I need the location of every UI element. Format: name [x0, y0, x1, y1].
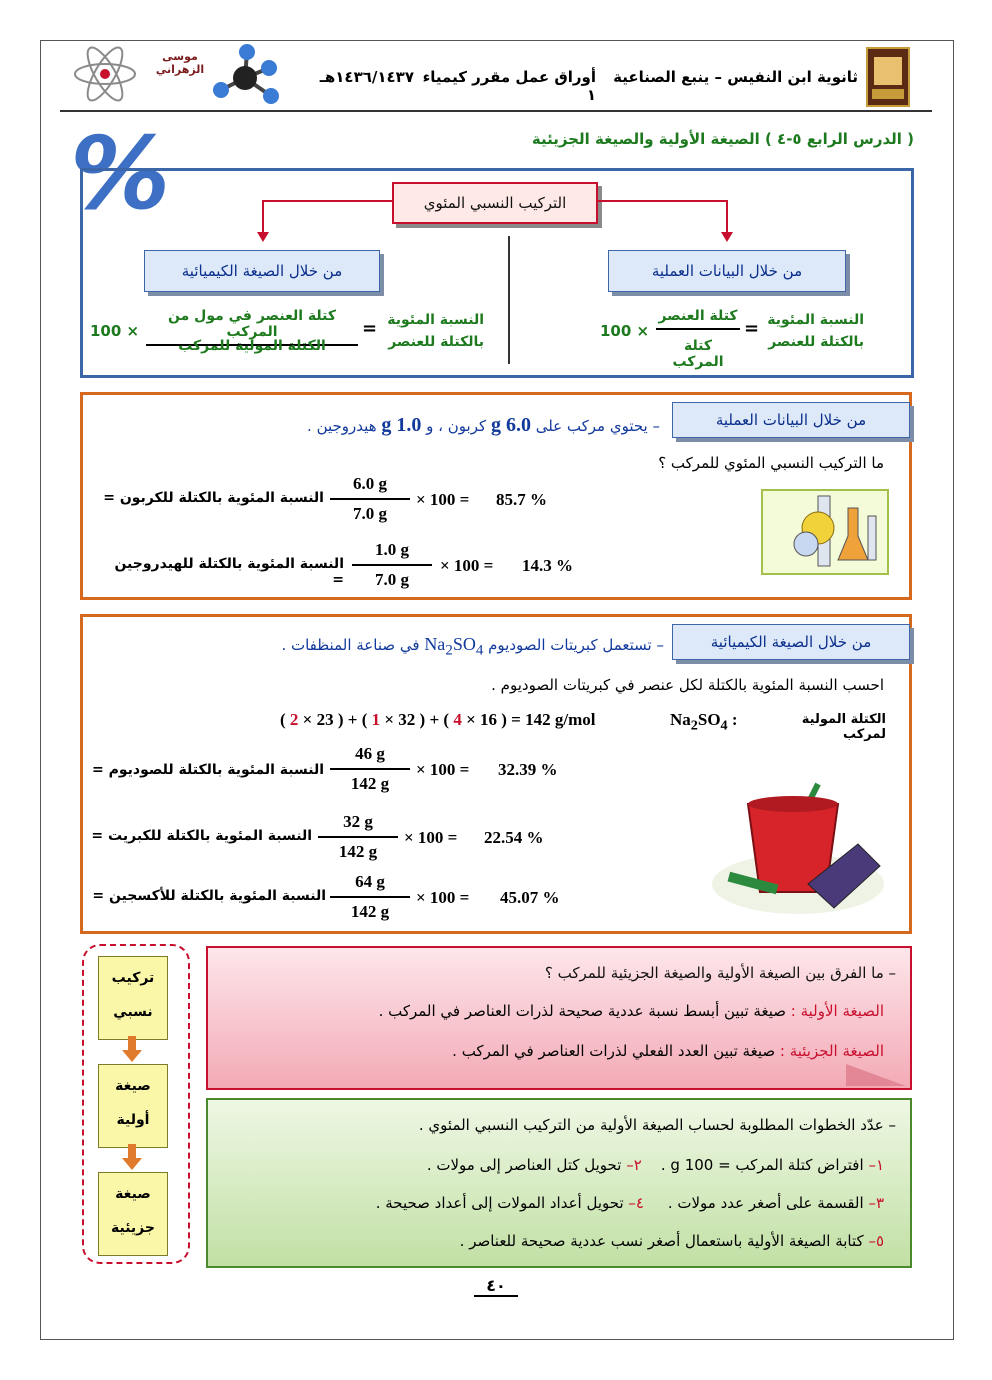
- example1-row2-result: 14.3 %: [522, 556, 573, 575]
- example1-text-3: هيدروجين .: [307, 417, 377, 435]
- connector-left-v: [262, 200, 264, 234]
- right-formula-times: 100 ×: [600, 322, 650, 340]
- example2-row2-label: النسبة المئوية بالكتلة للكبريت =: [91, 828, 312, 844]
- step1-num: ١–: [868, 1156, 884, 1174]
- example2-row1-times: × 100 =: [416, 760, 470, 779]
- left-formula-eq: =: [362, 318, 378, 339]
- example2-row3-label: النسبة المئوية بالكتلة للأكسجين =: [92, 888, 326, 904]
- flow-arrow1-head: [122, 1050, 142, 1062]
- difference-molecular: [320, 1042, 884, 1060]
- example1-row1-result: 85.7 %: [496, 490, 547, 509]
- connector-left-h: [262, 200, 392, 202]
- difference-question: – ما الفرق بين الصيغة الأولية والصيغة الجزيئية للمركب ؟: [544, 964, 896, 982]
- left-formula-num: كتلة العنصر في مول من المركب: [146, 308, 358, 346]
- flow-arrow2-head: [122, 1158, 142, 1170]
- example1-statement: [200, 414, 660, 437]
- example1-row2-label: النسبة المئوية بالكتلة للهيدروجين =: [114, 556, 344, 588]
- connector-right-arrow: [721, 232, 733, 242]
- connector-right-v: [726, 200, 728, 234]
- steps-row1: [220, 1156, 884, 1174]
- example2-text-2: في صناعة المنظفات .: [281, 636, 420, 654]
- example2-row3-times: × 100 =: [416, 888, 470, 907]
- example1-mass-h: 1.0 g: [381, 414, 422, 436]
- percent-icon: %: [70, 115, 171, 232]
- right-formula-eq: =: [744, 318, 760, 339]
- step4-num: ٤–: [628, 1194, 644, 1212]
- concept-center-divider: [508, 236, 510, 364]
- example2-row1-label: النسبة المئوية بالكتلة للصوديوم =: [92, 762, 324, 778]
- difference-box-fold: [846, 1064, 906, 1086]
- step2-text: تحويل كتل العناصر إلى مولات .: [426, 1156, 622, 1174]
- right-formula-lhs2: بالكتلة للعنصر: [768, 334, 864, 350]
- right-formula-num: كتلة العنصر: [656, 308, 740, 330]
- example1-row1-num: 6.0 g: [330, 474, 410, 500]
- steps-row2: [220, 1194, 884, 1212]
- header-course: أوراق عمل مقرر كيمياء ١: [422, 68, 596, 104]
- example2-row3-result: 45.07 %: [500, 888, 560, 907]
- example2-row3-num: 64 g: [330, 872, 410, 898]
- molar-calc-text: ( 2 × 23 ) + ( 1 × 32 ) + ( 4 × 16 ) = 142 g/mol: [280, 710, 596, 729]
- connector-right-h: [596, 200, 728, 202]
- cleaning-bucket-illustration: [708, 774, 888, 918]
- example2-molar-calc: [280, 710, 595, 730]
- difference-empirical: [220, 1002, 884, 1020]
- flow-box-empirical: صيغة أولية: [98, 1064, 168, 1148]
- example1-text-2: كربون ، و: [426, 417, 487, 435]
- header-divider: [60, 110, 932, 112]
- step5-num: ٥–: [868, 1232, 884, 1250]
- example1-row1-den: 7.0 g: [353, 504, 387, 523]
- example2-text-1: – تستعمل كبريتات الصوديوم: [488, 636, 664, 654]
- molecule-icon: [205, 40, 285, 110]
- concept-top-box: التركيب النسبي المئوي: [392, 182, 598, 224]
- step3-num: ٣–: [868, 1194, 884, 1212]
- left-formula-lhs2: بالكتلة للعنصر: [388, 334, 484, 350]
- example2-row3-den: 142 g: [350, 902, 390, 921]
- steps-row3: [220, 1232, 884, 1250]
- example1-row1-label: النسبة المئوية بالكتلة للكربون =: [103, 490, 324, 506]
- example2-question: احسب النسبة المئوية بالكتلة لكل عنصر في كبريتات الصوديوم .: [491, 676, 884, 694]
- header-school: ثانوية ابن النفيس – ينبع الصناعية: [613, 68, 858, 86]
- example2-row1-num: 46 g: [330, 744, 410, 770]
- step1-text: افتراض كتلة المركب = 100 g .: [660, 1156, 864, 1174]
- empirical-def: صيغة تبين أبسط نسبة عددية صحيحة لذرات العناصر في المركب .: [378, 1002, 786, 1020]
- example1-question: ما التركيب النسبي المئوي للمركب ؟: [658, 454, 884, 472]
- example2-row1-result: 32.39 %: [498, 760, 558, 779]
- example1-row2-frac: [352, 540, 432, 590]
- example2-row1-frac: [330, 744, 410, 794]
- example1-text-1: – يحتوي مركب على: [535, 417, 660, 435]
- atom-icon: [72, 46, 138, 102]
- example1-row2-num: 1.0 g: [352, 540, 432, 566]
- example2-label: من خلال الصيغة الكيميائية: [672, 624, 910, 660]
- empirical-term: الصيغة الأولية :: [790, 1002, 884, 1020]
- example2-row2-times: × 100 =: [404, 828, 458, 847]
- flow-box-molecular: صيغة جزيئية: [98, 1172, 168, 1256]
- left-formula-times: 100 ×: [90, 322, 140, 340]
- example2-statement: [190, 634, 664, 660]
- page-number: ٤٠: [474, 1276, 518, 1297]
- example2-row3-frac: [330, 872, 410, 922]
- example2-molar-label: الكتلة المولية لمركب: [801, 712, 886, 742]
- left-formula-lhs1: النسبة المئوية: [387, 312, 484, 328]
- school-logo: [866, 47, 910, 107]
- example1-row1-times: × 100 =: [416, 490, 470, 509]
- example1-row2-den: 7.0 g: [375, 570, 409, 589]
- concept-right-box: من خلال البيانات العملية: [608, 250, 846, 292]
- example1-label: من خلال البيانات العملية: [672, 402, 910, 438]
- example2-molar-formula: $Na_2SO_4$ :: [670, 710, 738, 734]
- example2-row1-den: 142 g: [350, 774, 390, 793]
- example2-row2-den: 142 g: [338, 842, 378, 861]
- molecular-term: الصيغة الجزيئية :: [779, 1042, 884, 1060]
- left-formula-den: الكتلة المولية للمركب: [178, 338, 326, 354]
- example1-mass-c: 6.0 g: [490, 414, 531, 436]
- right-formula-den: كتلة المركب: [672, 338, 724, 370]
- example1-row1-frac: [330, 474, 410, 524]
- lesson-title: ( الدرس الرابع ٥-٤ ) الصيغة الأولية والصيغة الجزيئية: [531, 130, 914, 148]
- concept-left-box: من خلال الصيغة الكيميائية: [144, 250, 380, 292]
- lab-flasks-illustration: [758, 488, 892, 578]
- step4-text: تحويل أعداد المولات إلى أعداد صحيحة .: [375, 1194, 624, 1212]
- step5-text: كتابة الصيغة الأولية باستعمال أصغر نسب عددية صحيحة للعناصر .: [459, 1232, 864, 1250]
- step2-num: ٢–: [626, 1156, 642, 1174]
- flow-box-percent: تركيب نسبي: [98, 956, 168, 1040]
- example2-row2-frac: [318, 812, 398, 862]
- steps-question: – عدّد الخطوات المطلوبة لحساب الصيغة الأولية من التركيب النسبي المئوي .: [418, 1116, 896, 1134]
- example2-row2-num: 32 g: [318, 812, 398, 838]
- connector-left-arrow: [257, 232, 269, 242]
- example1-row2-times: × 100 =: [440, 556, 494, 575]
- step3-text: القسمة على أصغر عدد مولات .: [667, 1194, 864, 1212]
- example2-formula: $Na_2SO_4$: [424, 634, 484, 659]
- right-formula-lhs1: النسبة المئوية: [767, 312, 864, 328]
- molecular-def: صيغة تبين العدد الفعلي لذرات العناصر في المركب .: [452, 1042, 776, 1060]
- example2-row2-result: 22.54 %: [484, 828, 544, 847]
- header-author: موسى الزهراني: [155, 50, 205, 76]
- header-year: ١٤٣٦/١٤٣٧هـ: [319, 68, 414, 86]
